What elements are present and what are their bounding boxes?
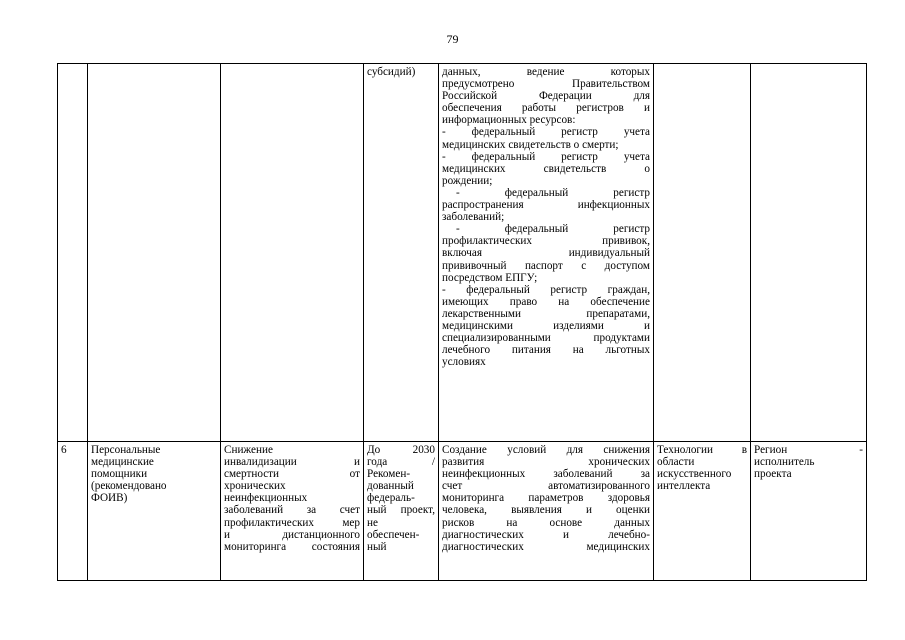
description-text <box>442 444 650 553</box>
text-line: искусственного <box>657 468 732 481</box>
text-line: области <box>657 456 695 469</box>
term-text: субсидий) <box>367 66 416 78</box>
page-number: 79 <box>446 32 459 46</box>
table-row <box>58 442 867 581</box>
text-line: развития хронических <box>442 456 650 469</box>
document-table <box>57 63 867 581</box>
text-line: медицинских свидетельств о <box>442 162 650 175</box>
technology-cell <box>654 442 751 581</box>
text-line: - федеральный регистр учета <box>442 126 650 139</box>
table-row <box>58 64 867 442</box>
text-line: федераль- <box>367 492 415 505</box>
text-line: посредством ЕПГУ; <box>442 271 538 284</box>
executor-cell <box>751 442 867 581</box>
text-line: инвалидизации и <box>224 456 360 469</box>
text-line: профилактических мер <box>224 516 360 529</box>
text-line: лекарственными препаратами, <box>442 307 650 320</box>
technology-cell <box>654 64 751 442</box>
text-line: ный проект, <box>367 504 435 517</box>
text-line: дованный <box>367 480 414 493</box>
text-line: До 2030 <box>367 444 435 456</box>
text-line: информационных ресурсов: <box>442 114 576 127</box>
row-number-cell <box>58 442 88 581</box>
text-line: интеллекта <box>657 480 711 493</box>
text-line: имеющих право на обеспечение <box>442 295 650 308</box>
goal-cell <box>221 64 364 442</box>
text-line: Российской Федерации для <box>442 90 650 103</box>
description-cell <box>439 64 654 442</box>
text-line: Создание условий для снижения <box>442 444 650 456</box>
executor-cell <box>751 64 867 442</box>
text-line: Снижение <box>224 444 273 456</box>
text-line: обеспечения работы регистров и <box>442 102 650 115</box>
project-name-cell <box>88 442 221 581</box>
term-cell <box>364 64 439 442</box>
text-line: неинфекционных <box>224 492 308 505</box>
text-line: прививочный паспорт с доступом <box>442 259 650 272</box>
text-line: смертности от <box>224 468 360 481</box>
text-line: рисков на основе данных <box>442 516 650 529</box>
executor-text <box>754 444 863 480</box>
text-line: счет автоматизированного <box>442 480 650 493</box>
goal-cell <box>221 442 364 581</box>
technology-text <box>657 444 747 492</box>
project-name-text <box>91 444 217 504</box>
text-line: не <box>367 516 378 529</box>
text-line: помощники <box>91 468 148 481</box>
project-name-cell <box>88 64 221 442</box>
text-line: исполнитель <box>754 456 815 469</box>
text-line: хронических <box>224 480 286 493</box>
text-line: - федеральный регистр граждан, <box>442 283 650 296</box>
text-line: специализированными продуктами <box>442 332 650 345</box>
text-line: распространения инфекционных <box>442 199 650 212</box>
row-number: 6 <box>61 444 67 456</box>
text-line: предусмотрено Правительством <box>442 78 650 91</box>
text-line: условиях <box>442 356 486 369</box>
text-line: диагностических и лечебно- <box>442 528 650 541</box>
text-line: ФОИВ) <box>91 492 128 505</box>
description-cell <box>439 442 654 581</box>
term-cell <box>364 442 439 581</box>
text-line: включая индивидуальный <box>442 247 650 260</box>
text-line: рождении; <box>442 174 493 187</box>
text-line: проекта <box>754 468 792 481</box>
row-number-cell <box>58 64 88 442</box>
term-text <box>367 444 435 553</box>
text-line: лечебного питания на льготных <box>442 344 650 357</box>
text-line: данных, ведение которых <box>442 66 650 78</box>
text-line: ный <box>367 540 387 553</box>
text-line: медицинские <box>91 456 154 469</box>
text-line: мониторинга состояния <box>224 540 360 553</box>
text-line: заболеваний за счет <box>224 504 360 517</box>
text-line: - федеральный регистр <box>456 223 650 236</box>
text-line: - федеральный регистр учета <box>442 150 650 163</box>
text-line: неинфекционных заболеваний за <box>442 468 650 481</box>
text-line: Рекомен- <box>367 468 411 481</box>
description-text <box>442 66 650 368</box>
text-line: Регион - <box>754 444 863 456</box>
text-line: человека, выявления и оценки <box>442 504 650 517</box>
text-line: Технологии в <box>657 444 747 456</box>
goal-text <box>224 444 360 553</box>
text-line: медицинскими изделиями и <box>442 319 650 332</box>
text-line: (рекомендовано <box>91 480 167 493</box>
text-line: обеспечен- <box>367 528 420 541</box>
text-line: профилактических прививок, <box>442 235 650 248</box>
text-line: заболеваний; <box>442 211 505 224</box>
text-line: Персональные <box>91 444 161 456</box>
text-line: и дистанционного <box>224 528 360 541</box>
text-line: года / <box>367 456 435 469</box>
text-line: диагностических медицинских <box>442 540 650 553</box>
text-line: медицинских свидетельств о смерти; <box>442 138 619 151</box>
text-line: мониторинга параметров здоровья <box>442 492 650 505</box>
text-line: - федеральный регистр <box>456 186 650 199</box>
